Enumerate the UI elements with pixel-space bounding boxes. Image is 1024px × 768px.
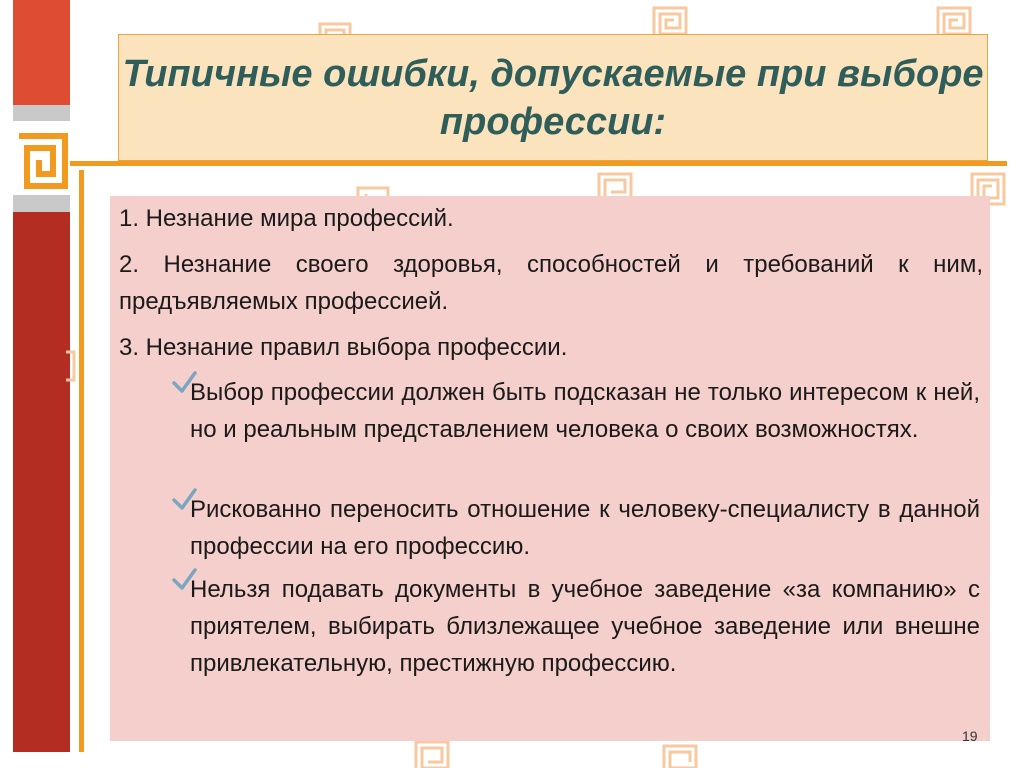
- strip-gray-band: [13, 105, 70, 121]
- strip-gap: [13, 121, 70, 130]
- list-item: 2. Незнание своего здоровья, способностей и требований к ним, предъявляемых профессией.: [119, 251, 983, 315]
- sub-list-item: Нельзя подавать документы в учебное заведение «за компанию» с приятелем, выбирать близлежащее учебное заведение или внешне привлекательную, престижную профессию.: [190, 576, 980, 677]
- orange-line-horizontal: [70, 161, 1007, 166]
- greek-key-icon: [13, 130, 71, 192]
- title-box: [118, 34, 988, 161]
- slide-title: Типичные ошибки, допускаемые при выборе профессии:: [122, 52, 984, 143]
- sub-list-item: Рискованно переносить отношение к человеку-специалисту в данной профессии на его профессию.: [190, 496, 980, 560]
- page-number: 19: [962, 728, 978, 744]
- orange-line-vertical: [79, 170, 84, 752]
- strip-red-top: [13, 0, 70, 105]
- greek-key-icon: [597, 172, 633, 198]
- strip-red-bottom: [13, 212, 70, 752]
- sub-list-item: Выбор профессии должен быть подсказан не только интересом к ней, но и реальным представлением человека о своих возможностях.: [190, 379, 980, 443]
- list-item: 3. Незнание правил выбора профессии.: [119, 334, 568, 361]
- greek-key-icon: [652, 6, 688, 36]
- side-decor-strip: [13, 0, 70, 752]
- strip-gray-band: [13, 195, 70, 212]
- greek-key-icon: [64, 350, 76, 382]
- list-item: 1. Незнание мира профессий.: [119, 205, 454, 232]
- greek-key-icon: [662, 744, 698, 768]
- greek-key-icon: [936, 6, 972, 36]
- content-box: [110, 196, 990, 741]
- greek-key-icon: [414, 740, 450, 768]
